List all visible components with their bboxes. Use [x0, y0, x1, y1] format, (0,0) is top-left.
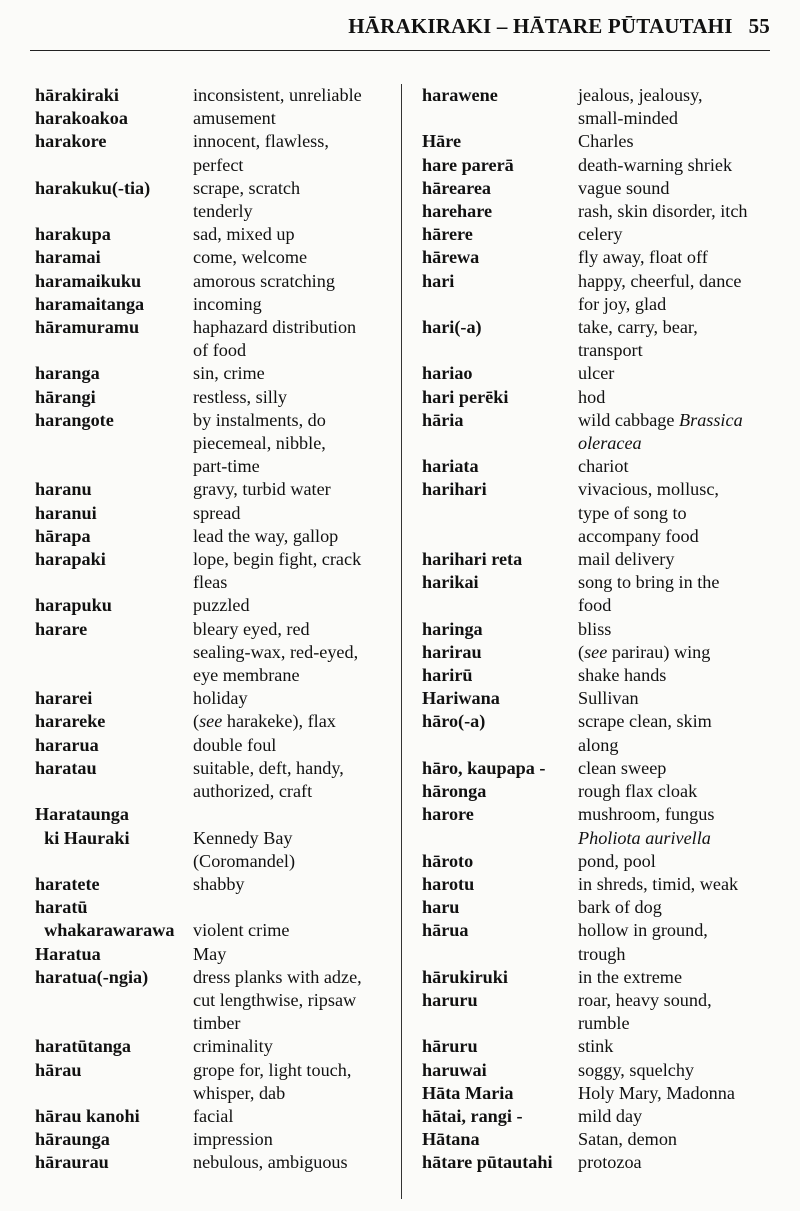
dictionary-entry-line — [422, 107, 782, 130]
definition: bark of dog — [578, 897, 662, 918]
dictionary-entry-line — [35, 246, 395, 269]
dictionary-entry-line — [35, 339, 395, 362]
headword — [422, 339, 578, 362]
definition: fly away, float off — [578, 247, 708, 268]
dictionary-entry-line — [422, 780, 782, 803]
definition — [193, 896, 395, 919]
headword — [422, 594, 578, 617]
dictionary-entry-line — [422, 1012, 782, 1035]
definition: impression — [193, 1129, 273, 1150]
definition: sin, crime — [193, 363, 265, 384]
definition: dress planks with adze, — [193, 966, 362, 987]
dictionary-entry-line — [422, 502, 782, 525]
dictionary-entry-line — [35, 641, 395, 664]
header-title: HĀRAKIRAKI – HĀTARE PŪTAUTAHI — [348, 14, 733, 38]
dictionary-entry-line — [422, 339, 782, 362]
dictionary-entry-line — [422, 362, 782, 385]
definition: soggy, squelchy — [578, 1059, 695, 1080]
headword: hāronga — [422, 781, 487, 802]
definition: puzzled — [193, 595, 250, 616]
page-number: 55 — [748, 14, 770, 38]
headword — [422, 943, 578, 966]
headword — [422, 502, 578, 525]
headword: haranu — [35, 479, 92, 500]
definition: Holy Mary, Madonna — [578, 1082, 735, 1103]
definition: celery — [578, 224, 623, 245]
definition: in shreds, timid, weak — [578, 873, 739, 894]
dictionary-entry-line — [35, 780, 395, 803]
dictionary-entry-line — [35, 1105, 395, 1128]
definition: cut lengthwise, ripsaw — [193, 989, 357, 1010]
definition: clean sweep — [578, 757, 667, 778]
definition: double foul — [193, 734, 277, 755]
headword — [422, 734, 578, 757]
headword: hārapa — [35, 525, 91, 546]
definition: gravy, turbid water — [193, 479, 331, 500]
dictionary-entry-line — [35, 594, 395, 617]
definition: Sullivan — [578, 688, 639, 709]
running-header — [30, 14, 770, 39]
definition: rough flax cloak — [578, 781, 698, 802]
definition: oleracea — [578, 433, 642, 454]
definition: for joy, glad — [578, 293, 667, 314]
definition: eye membrane — [193, 665, 300, 686]
dictionary-entry-line — [35, 293, 395, 316]
dictionary-entry-line — [35, 734, 395, 757]
definition: pond, pool — [578, 850, 656, 871]
headword: harirū — [422, 665, 473, 686]
headword: hariao — [422, 363, 473, 384]
headword: harareke — [35, 711, 106, 732]
headword: Hāre — [422, 131, 462, 152]
definition: come, welcome — [193, 247, 308, 268]
dictionary-entry-line — [35, 107, 395, 130]
dictionary-entry-line — [35, 455, 395, 478]
definition: sad, mixed up — [193, 224, 295, 245]
headword — [422, 525, 578, 548]
dictionary-entry-line — [35, 1128, 395, 1151]
definition: chariot — [578, 456, 629, 477]
dictionary-entry-line — [422, 989, 782, 1012]
definition: trough — [578, 943, 626, 964]
headword: hararua — [35, 734, 99, 755]
headword — [35, 850, 193, 873]
headword: hārau kanohi — [35, 1105, 140, 1126]
headword: hare parerā — [422, 154, 514, 175]
definition: take, carry, bear, — [578, 317, 698, 338]
headword: harakupa — [35, 224, 111, 245]
definition: holiday — [193, 688, 248, 709]
headword: haratete — [35, 873, 100, 894]
definition: nebulous, ambiguous — [193, 1152, 348, 1173]
dictionary-entry-line — [35, 1151, 395, 1174]
definition: food — [578, 595, 612, 616]
dictionary-entry-line — [422, 270, 782, 293]
headword: hārewa — [422, 247, 480, 268]
headword: harore — [422, 804, 474, 825]
headword: hārua — [422, 920, 469, 941]
dictionary-entry-line — [422, 664, 782, 687]
dictionary-entry-line — [422, 641, 782, 664]
headword — [35, 780, 193, 803]
definition: timber — [193, 1013, 241, 1034]
definition: May — [193, 943, 227, 964]
headword: hāria — [422, 409, 464, 430]
headword: haratūtanga — [35, 1036, 131, 1057]
headword: hari(-a) — [422, 317, 482, 338]
definition: shake hands — [578, 665, 667, 686]
definition: sealing-wax, red-eyed, — [193, 641, 359, 662]
dictionary-entry-line — [422, 1035, 782, 1058]
definition: amusement — [193, 108, 276, 129]
headword: hārere — [422, 224, 473, 245]
definition: wild cabbage Brassica — [578, 409, 743, 430]
definition: mail delivery — [578, 549, 675, 570]
definition: death-warning shriek — [578, 154, 733, 175]
dictionary-entry-line — [35, 618, 395, 641]
headword — [35, 455, 193, 478]
dictionary-entry-line — [422, 478, 782, 501]
headword: harihari reta — [422, 549, 523, 570]
definition: incoming — [193, 293, 262, 314]
dictionary-entry-line — [35, 478, 395, 501]
dictionary-entry-line — [35, 525, 395, 548]
dictionary-entry-line — [35, 432, 395, 455]
dictionary-entry-line — [35, 84, 395, 107]
definition: criminality — [193, 1036, 273, 1057]
headword: hāro(-a) — [422, 711, 486, 732]
dictionary-entry-line — [422, 409, 782, 432]
definition: accompany food — [578, 525, 699, 546]
headword — [35, 1012, 193, 1035]
dictionary-entry-line — [422, 803, 782, 826]
headword: hārukiruki — [422, 966, 508, 987]
definition: facial — [193, 1105, 234, 1126]
dictionary-entry-line — [422, 432, 782, 455]
left-column — [35, 84, 395, 1175]
dictionary-entry-line — [422, 850, 782, 873]
dictionary-entry-line — [422, 827, 782, 850]
definition: by instalments, do — [193, 409, 326, 430]
headword: hāramuramu — [35, 317, 140, 338]
definition: vivacious, mollusc, — [578, 479, 719, 500]
headword: Hāta Maria — [422, 1082, 514, 1103]
definition: haphazard distribution — [193, 317, 357, 338]
headword: haratau — [35, 757, 97, 778]
dictionary-entry-line — [35, 827, 395, 850]
headword: hāro, kaupapa - — [422, 757, 546, 778]
definition: stink — [578, 1036, 614, 1057]
headword: Hātana — [422, 1129, 480, 1150]
dictionary-entry-line — [35, 966, 395, 989]
dictionary-entry-line — [35, 710, 395, 733]
dictionary-entry-line — [422, 757, 782, 780]
dictionary-entry-line — [35, 200, 395, 223]
definition: small-minded — [578, 108, 679, 129]
column-divider — [401, 84, 402, 1199]
dictionary-entry-line — [422, 1151, 782, 1174]
dictionary-entry-line — [35, 316, 395, 339]
definition: restless, silly — [193, 386, 287, 407]
dictionary-entry-line — [35, 548, 395, 571]
dictionary-entry-line — [35, 1082, 395, 1105]
definition: shabby — [193, 873, 245, 894]
headword — [422, 432, 578, 455]
headword: hātare pūtautahi — [422, 1152, 553, 1173]
headword: Hariwana — [422, 688, 500, 709]
dictionary-entry-line — [422, 594, 782, 617]
dictionary-entry-line — [422, 548, 782, 571]
definition: amorous scratching — [193, 270, 335, 291]
headword: haramai — [35, 247, 101, 268]
definition: Pholiota aurivella — [578, 827, 711, 848]
dictionary-entry-line — [35, 943, 395, 966]
headword: haratū — [35, 897, 88, 918]
headword — [422, 293, 578, 316]
headword: haru — [422, 897, 460, 918]
definition: scrape, scratch — [193, 177, 301, 198]
headword: harapaki — [35, 549, 106, 570]
dictionary-entry-line — [35, 989, 395, 1012]
definition: hod — [578, 386, 606, 407]
definition: happy, cheerful, dance — [578, 270, 742, 291]
headword — [35, 571, 193, 594]
dictionary-entry-line — [422, 966, 782, 989]
definition: part-time — [193, 456, 260, 477]
dictionary-entry-line — [35, 850, 395, 873]
definition: spread — [193, 502, 241, 523]
dictionary-entry-line — [35, 1012, 395, 1035]
definition: fleas — [193, 572, 228, 593]
headword — [35, 1082, 193, 1105]
definition: rash, skin disorder, itch — [578, 201, 748, 222]
definition: tenderly — [193, 201, 253, 222]
headword — [422, 827, 578, 850]
definition: innocent, flawless, — [193, 131, 329, 152]
headword: Haratua — [35, 943, 101, 964]
headword: hārangi — [35, 386, 96, 407]
headword: hātai, rangi - — [422, 1105, 523, 1126]
headword: hāraunga — [35, 1129, 110, 1150]
definition: (see harakeke), flax — [193, 711, 336, 732]
headword: haranga — [35, 363, 100, 384]
dictionary-entry-line — [422, 246, 782, 269]
headword: harawene — [422, 85, 498, 105]
headword: harotu — [422, 873, 475, 894]
headword: harehare — [422, 201, 493, 222]
headword: haramaikuku — [35, 270, 142, 291]
dictionary-entry-line — [35, 873, 395, 896]
definition: along — [578, 734, 619, 755]
headword: harangote — [35, 409, 114, 430]
headword: harakore — [35, 131, 107, 152]
dictionary-entry-line — [35, 1059, 395, 1082]
dictionary-entry-line — [422, 873, 782, 896]
definition: Kennedy Bay — [193, 827, 293, 848]
headword: Harataunga — [35, 804, 129, 825]
headword: ki Hauraki — [35, 827, 130, 848]
dictionary-entry-line — [422, 571, 782, 594]
definition: grope for, light touch, — [193, 1059, 352, 1080]
definition: lead the way, gallop — [193, 525, 339, 546]
headword: hāraurau — [35, 1152, 109, 1173]
dictionary-entry-line — [35, 154, 395, 177]
headword: haramaitanga — [35, 293, 145, 314]
definition: violent crime — [193, 920, 290, 941]
headword: harikai — [422, 572, 479, 593]
dictionary-entry-line — [35, 803, 395, 826]
dictionary-entry-line — [422, 200, 782, 223]
headword: hāroto — [422, 850, 474, 871]
dictionary-entry-line — [422, 84, 782, 107]
dictionary-entry-line — [35, 571, 395, 594]
headword: harapuku — [35, 595, 112, 616]
dictionary-entry-line — [35, 223, 395, 246]
header-rule — [30, 50, 770, 51]
headword — [422, 1012, 578, 1035]
right-column — [422, 84, 782, 1175]
headword: hararei — [35, 688, 93, 709]
dictionary-entry-line — [422, 154, 782, 177]
dictionary-entry-line — [35, 409, 395, 432]
headword: haratua(-ngia) — [35, 966, 149, 987]
headword: hārau — [35, 1059, 82, 1080]
dictionary-entry-line — [422, 618, 782, 641]
dictionary-entry-line — [35, 502, 395, 525]
definition: Charles — [578, 131, 634, 152]
definition: lope, begin fight, crack — [193, 549, 362, 570]
definition: song to bring in the — [578, 572, 720, 593]
dictionary-entry-line — [422, 1082, 782, 1105]
headword: haruwai — [422, 1059, 487, 1080]
headword: whakarawarawa — [35, 920, 175, 941]
headword — [35, 989, 193, 1012]
dictionary-entry-line — [422, 919, 782, 942]
dictionary-entry-line — [35, 687, 395, 710]
headword: harakoakoa — [35, 108, 128, 129]
definition: suitable, deft, handy, — [193, 757, 344, 778]
headword: hari — [422, 270, 455, 291]
definition: transport — [578, 340, 643, 361]
definition: whisper, dab — [193, 1082, 286, 1103]
headword — [35, 664, 193, 687]
dictionary-entry-line — [35, 919, 395, 942]
definition: rumble — [578, 1013, 630, 1034]
headword: hāruru — [422, 1036, 478, 1057]
headword — [35, 200, 193, 223]
definition: Satan, demon — [578, 1129, 678, 1150]
headword: hārakiraki — [35, 85, 119, 105]
definition: mushroom, fungus — [578, 804, 715, 825]
dictionary-entry-line — [35, 1035, 395, 1058]
definition: bleary eyed, red — [193, 618, 310, 639]
headword — [35, 432, 193, 455]
dictionary-entry-line — [35, 386, 395, 409]
definition: ulcer — [578, 363, 615, 384]
dictionary-entry-line — [35, 362, 395, 385]
definition: protozoa — [578, 1152, 642, 1173]
definition: in the extreme — [578, 966, 683, 987]
dictionary-entry-line — [422, 710, 782, 733]
definition: hollow in ground, — [578, 920, 708, 941]
dictionary-entry-line — [422, 525, 782, 548]
dictionary-entry-line — [422, 943, 782, 966]
definition: (see parirau) wing — [578, 641, 711, 662]
headword: harirau — [422, 641, 482, 662]
dictionary-entry-line — [422, 896, 782, 919]
definition: scrape clean, skim — [578, 711, 712, 732]
dictionary-entry-line — [422, 687, 782, 710]
headword — [422, 107, 578, 130]
definition: type of song to — [578, 502, 687, 523]
headword — [35, 339, 193, 362]
definition: jealous, jealousy, — [578, 85, 703, 105]
headword: haranui — [35, 502, 97, 523]
headword: hari perēki — [422, 386, 509, 407]
dictionary-entry-line — [35, 130, 395, 153]
dictionary-entry-line — [422, 1128, 782, 1151]
definition: piecemeal, nibble, — [193, 433, 326, 454]
dictionary-entry-line — [35, 757, 395, 780]
dictionary-entry-line — [422, 316, 782, 339]
dictionary-entry-line — [422, 130, 782, 153]
headword: hariata — [422, 456, 479, 477]
definition: roar, heavy sound, — [578, 989, 712, 1010]
definition: mild day — [578, 1105, 643, 1126]
definition: of food — [193, 340, 247, 361]
dictionary-entry-line — [422, 1059, 782, 1082]
headword — [35, 154, 193, 177]
definition — [193, 803, 395, 826]
headword: hārearea — [422, 177, 492, 198]
headword: haruru — [422, 989, 478, 1010]
definition: bliss — [578, 618, 612, 639]
headword: harare — [35, 618, 88, 639]
definition: authorized, craft — [193, 781, 313, 802]
dictionary-entry-line — [422, 223, 782, 246]
headword: haringa — [422, 618, 483, 639]
dictionary-entry-line — [35, 664, 395, 687]
headword: harakuku(-tia) — [35, 177, 151, 198]
dictionary-entry-line — [35, 896, 395, 919]
dictionary-entry-line — [422, 734, 782, 757]
dictionary-entry-line — [35, 270, 395, 293]
definition: (Coromandel) — [193, 850, 296, 871]
dictionary-entry-line — [422, 293, 782, 316]
dictionary-entry-line — [422, 177, 782, 200]
definition: perfect — [193, 154, 244, 175]
definition: inconsistent, unreliable — [193, 85, 362, 105]
headword: harihari — [422, 479, 487, 500]
headword — [35, 641, 193, 664]
dictionary-entry-line — [422, 1105, 782, 1128]
definition: vague sound — [578, 177, 670, 198]
dictionary-entry-line — [35, 177, 395, 200]
dictionary-entry-line — [422, 386, 782, 409]
dictionary-entry-line — [422, 455, 782, 478]
